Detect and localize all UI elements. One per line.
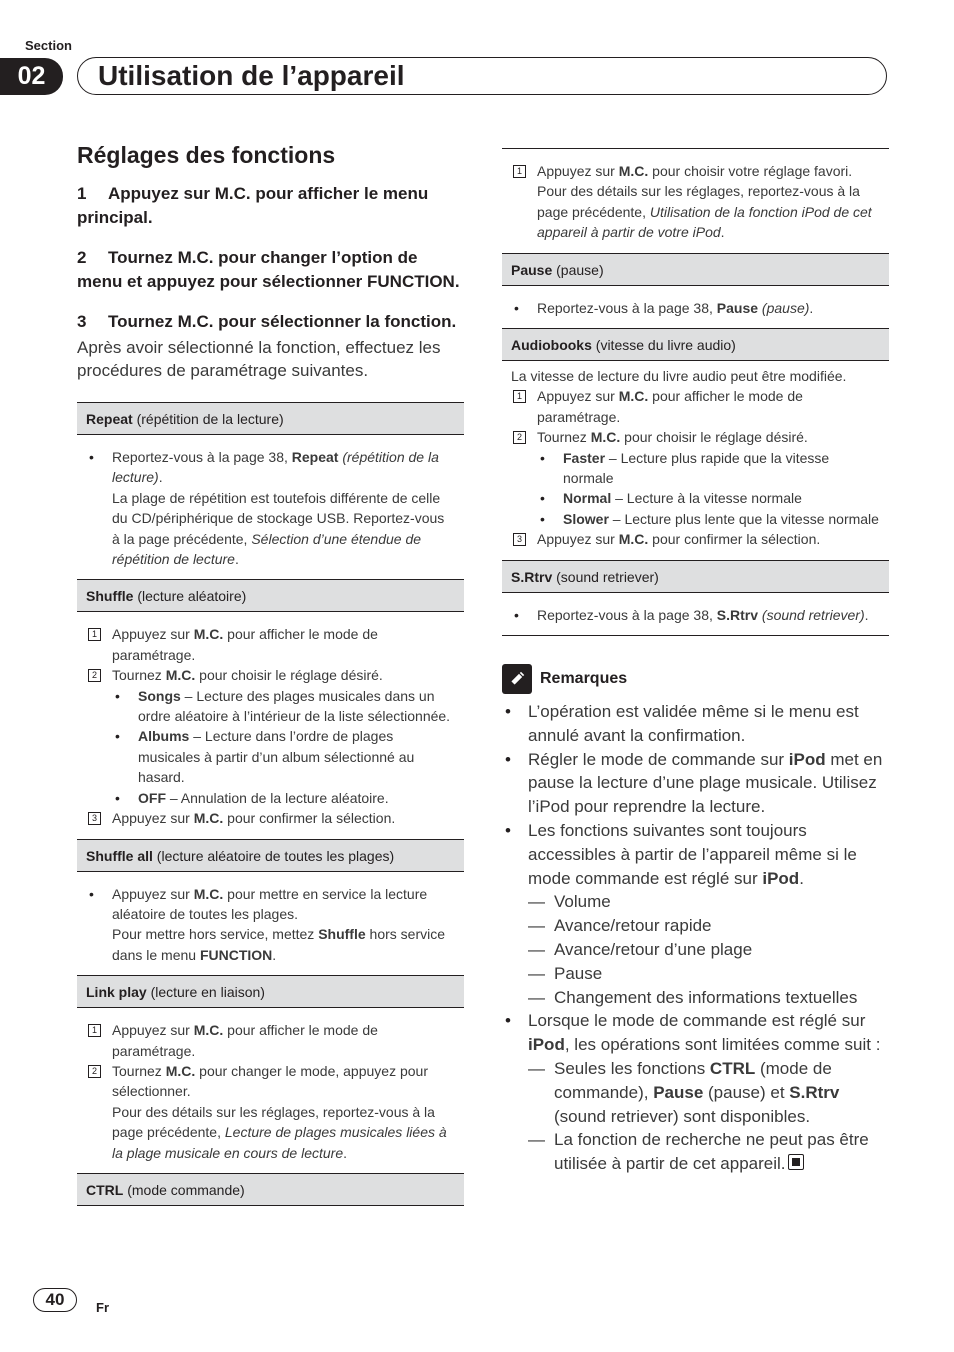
shuffle-all-table <box>77 840 464 977</box>
list-item: 3 Appuyez sur M.C. pour confirmer la sélection. <box>511 529 880 549</box>
ctrl-table <box>77 1174 464 1206</box>
list-item: 2 Tournez M.C. pour choisir le réglage désiré. <box>86 665 455 685</box>
pencil-icon <box>502 664 532 694</box>
shuffle-body <box>77 612 464 838</box>
list-item: 1 Appuyez sur M.C. pour afficher le mode de paramétrage. <box>511 386 880 427</box>
audiobooks-body <box>502 361 889 560</box>
note-item: • Lorsque le mode de commande est réglé sur iPod, les opérations sont limitées comme suit : <box>502 1009 889 1057</box>
audiobooks-header: Audiobooks (vitesse du livre audio) <box>502 329 889 361</box>
pause-body <box>502 286 889 328</box>
ctrl-header: CTRL (mode commande) <box>77 1174 464 1205</box>
notes-title: Remarques <box>540 670 628 688</box>
option-item: • OFF – Annulation de la lecture aléatoire. <box>112 788 455 808</box>
step-3: 3 Tournez M.C. pour sélectionner la fonction. <box>77 312 457 331</box>
shuffle-table <box>77 580 464 839</box>
list-item: 3 Appuyez sur M.C. pour confirmer la sélection. <box>86 808 455 828</box>
option-item: • Songs – Lecture des plages musicales dans un ordre aléatoire à l’intérieur de la liste sélectionnée. <box>112 686 455 727</box>
step-3-description: Après avoir sélectionné la fonction, effectuez les procédures de paramétrage suivantes. <box>77 338 441 380</box>
shuffle-header: Shuffle (lecture aléatoire) <box>77 580 464 612</box>
pause-table <box>502 254 889 329</box>
list-item: • Reportez-vous à la page 38, Pause (pause). <box>511 298 880 318</box>
section-heading: Réglages des fonctions <box>77 142 336 168</box>
note-subitem: — Seules les fonctions CTRL (mode de commande), Pause (pause) et S.Rtrv (sound retriever) sont disponibles. <box>502 1057 889 1128</box>
srtrv-table <box>502 561 889 636</box>
language-code: Fr <box>96 1300 109 1315</box>
note-subitem: — Volume <box>502 890 889 914</box>
option-item: • Normal – Lecture à la vitesse normale <box>537 488 880 508</box>
right-column <box>502 148 889 1176</box>
note-subitem: — Avance/retour rapide <box>502 914 889 938</box>
list-item: 1 Appuyez sur M.C. pour afficher le mode de paramétrage. <box>86 1020 455 1061</box>
repeat-header: Repeat (répétition de la lecture) <box>77 403 464 435</box>
step-2: 2 Tournez M.C. pour changer l’option de menu et appuyez pour sélectionner FUNCTION. <box>77 248 460 291</box>
option-item: • Slower – Lecture plus lente que la vitesse normale <box>537 509 880 529</box>
left-column <box>77 140 464 1206</box>
link-play-body <box>77 1008 464 1173</box>
link-play-table <box>77 976 464 1174</box>
option-item: • Faster – Lecture plus rapide que la vitesse normale <box>537 448 880 489</box>
list-item: 1 Appuyez sur M.C. pour afficher le mode de paramétrage. <box>86 624 455 665</box>
page-title: Utilisation de l’appareil <box>98 60 405 91</box>
list-item: • Appuyez sur M.C. pour mettre en service la lecture aléatoire de toutes les plages. Pour mettre hors service, mettez Shuffle hors service dans le menu FUNCTION. <box>86 884 455 966</box>
audiobooks-intro: La vitesse de lecture du livre audio peut être modifiée. <box>511 368 847 385</box>
list-item: 1 Appuyez sur M.C. pour choisir votre réglage favori. Pour des détails sur les réglages, reportez-vous à la page précédente, Utilisation de la fonction iPod de cet appareil à partir de votre iPod. <box>511 161 880 243</box>
step-1: 1 Appuyez sur M.C. pour afficher le menu principal. <box>77 184 429 227</box>
page-number: 40 <box>33 1288 77 1312</box>
note-item: • Régler le mode de commande sur iPod met en pause la lecture d’une plage musicale. Utilisez l’iPod pour reprendre la lecture. <box>502 748 889 819</box>
link-play-header: Link play (lecture en liaison) <box>77 976 464 1008</box>
note-subitem: — Avance/retour d’une plage <box>502 938 889 962</box>
list-item: 2 Tournez M.C. pour changer le mode, appuyez pour sélectionner. Pour des détails sur les réglages, reportez-vous à la page précédente, Lecture de plages musicales liées à la plage musicale en cours de lecture. <box>86 1061 455 1163</box>
notes-header <box>502 664 889 694</box>
list-item: • Reportez-vous à la page 38, Repeat (répétition de la lecture). La plage de répétition est toutefois différente de celle du CD/périphérique de stockage USB. Reportez-vous à la page précédente, Sélection d’une étendue de répétition de lecture. <box>86 447 455 569</box>
list-item: 2 Tournez M.C. pour choisir le réglage désiré. <box>511 427 880 447</box>
shuffle-all-body <box>77 872 464 976</box>
repeat-table <box>77 402 464 580</box>
note-item: • Les fonctions suivantes sont toujours accessibles à partir de l’appareil même si le mode commande est réglé sur iPod. <box>502 819 889 890</box>
section-label: Section <box>25 38 72 53</box>
option-item: • Albums – Lecture dans l’ordre de plages musicales à partir d’un album sélectionné au hasard. <box>112 726 455 787</box>
pause-header: Pause (pause) <box>502 254 889 286</box>
note-subitem: — Changement des informations textuelles <box>502 986 889 1010</box>
srtrv-body <box>502 593 889 635</box>
ctrl-continued-body <box>502 149 889 253</box>
audiobooks-table <box>502 329 889 561</box>
ctrl-continued-table <box>502 148 889 254</box>
repeat-body <box>77 435 464 579</box>
section-number-badge: 02 <box>0 58 63 95</box>
list-item: • Reportez-vous à la page 38, S.Rtrv (sound retriever). <box>511 605 880 625</box>
shuffle-all-header: Shuffle all (lecture aléatoire de toutes les plages) <box>77 840 464 872</box>
end-mark-icon <box>788 1154 804 1170</box>
srtrv-header: S.Rtrv (sound retriever) <box>502 561 889 593</box>
note-item: • L’opération est validée même si le menu est annulé avant la confirmation. <box>502 700 889 748</box>
note-subitem: — Pause <box>502 962 889 986</box>
note-subitem: — La fonction de recherche ne peut pas être utilisée à partir de cet appareil. <box>502 1128 889 1176</box>
